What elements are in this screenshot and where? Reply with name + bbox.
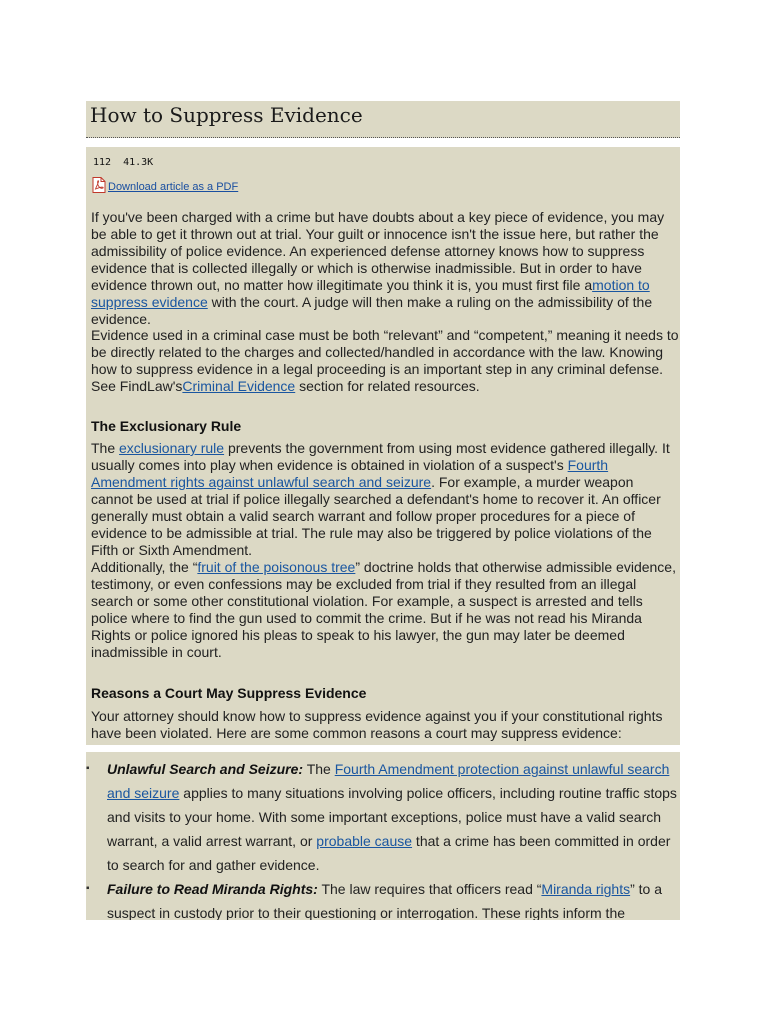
page-title: How to Suppress Evidence — [90, 103, 363, 127]
pdf-file-icon — [92, 177, 106, 193]
pdf-download[interactable] — [92, 177, 238, 193]
excl-text-2a: Additionally, the “ — [91, 559, 198, 575]
reasons-list — [86, 757, 680, 920]
stat-views: 41.3K — [123, 157, 154, 168]
reasons-list-panel — [86, 752, 680, 920]
list-item-term: Unlawful Search and Seizure: — [107, 761, 304, 777]
excl-text-1b: prevents the government from using most evidence gathered illegally. It usually comes into play when evidence is obtained in violation of a suspect's — [91, 440, 670, 473]
stat-count: 112 — [93, 157, 112, 168]
list-item — [86, 757, 680, 877]
reasons-paragraph: Your attorney should know how to suppress evidence against you if your constitutional rights have been violated. Here are some common reasons a court may suppress evidence: — [91, 708, 663, 741]
excl-text-2b: ” doctrine holds that otherwise admissible evidence, testimony, or even confessions may be excluded from trial if they resulted from an illegal search or some other constitutional violation. For example, a suspect is arrested and tells police where to find the gun used to commit the crime. But if he was not read his Miranda Rights or police ignored his pleas to speak to his lawyer, the gun may later be deemed inadmissible in court. — [91, 559, 676, 660]
pdf-download-link[interactable]: Download article as a PDF — [108, 181, 239, 193]
motion-to-suppress-link[interactable]: motion to suppress evidence — [91, 277, 650, 310]
excl-text-1a: The — [91, 440, 120, 456]
list-item — [86, 877, 680, 920]
list-item-term: Failure to Read Miranda Rights: — [107, 881, 318, 897]
fruit-of-poisonous-tree-link[interactable]: fruit of the poisonous tree — [197, 559, 356, 575]
intro-paragraph-2 — [91, 327, 679, 395]
exclusionary-paragraph-2 — [91, 559, 679, 661]
intro-text-2a: Evidence used in a criminal case must be both “relevant” and “competent,” meaning it needs to be directly related to the charges and collected/handled in accordance with the law. Knowing how to suppress evidence in a legal proceeding is an important step in any criminal defense. See FindLaw's — [91, 327, 679, 394]
miranda-rights-link[interactable]: Miranda rights — [541, 881, 631, 897]
list-text: The law requires that officers read “ — [317, 881, 542, 897]
bullet-icon: ▪ — [86, 883, 90, 894]
intro-text-1a: If you've been charged with a crime but have doubts about a key piece of evidence, you may be able to get it thrown out at trial. Your guilt or innocence isn't the issue here, but rather the admissibility of police evidence. An experienced defense attorney knows how to suppress evidence that is collected illegally or which is otherwise inadmissible. But in order to have evidence thrown out, no matter how illegitimate you think it is, you must first file a — [91, 209, 665, 293]
fourth-amendment-protection-link[interactable]: Fourth Amendment protection against unlawful search and seizure — [107, 761, 670, 801]
list-text: ” to a suspect in custody prior to their questioning or interrogation. These rights inform the — [107, 881, 663, 920]
intro-text-1b: with the court. A judge will then make a ruling on the admissibility of the evidence. — [91, 294, 653, 327]
list-text: that a crime has been committed in order to search for and gather evidence. — [107, 833, 671, 873]
bullet-icon: ▪ — [86, 763, 90, 774]
reasons-heading: Reasons a Court May Suppress Evidence — [91, 685, 367, 701]
list-text: The — [303, 761, 335, 777]
exclusionary-rule-link[interactable]: exclusionary rule — [119, 440, 225, 456]
intro-paragraph-1 — [91, 209, 679, 328]
criminal-evidence-link[interactable]: Criminal Evidence — [182, 378, 296, 394]
intro-text-2b: section for related resources. — [295, 378, 480, 394]
exclusionary-rule-heading: The Exclusionary Rule — [91, 418, 242, 434]
article-stats — [93, 157, 159, 168]
list-text: applies to many situations involving police officers, including routine traffic stops and visits to your home. With some important exceptions, police must have a valid search warrant, a valid arrest warrant, or — [107, 785, 677, 849]
title-block — [86, 101, 680, 138]
article-body — [86, 147, 680, 745]
excl-text-1c: . For example, a murder weapon cannot be used at trial if police illegally searched a defendant's home to recover it. An officer generally must obtain a valid search warrant and follow proper procedures for a piece of evidence to be admissible at trial. The rule may also be triggered by police violations of the Fifth or Sixth Amendment. — [91, 474, 661, 558]
fourth-amendment-rights-link[interactable]: Fourth Amendment rights against unlawful search and seizure — [91, 457, 609, 490]
exclusionary-paragraph-1 — [91, 440, 679, 559]
probable-cause-link[interactable]: probable cause — [316, 833, 413, 849]
